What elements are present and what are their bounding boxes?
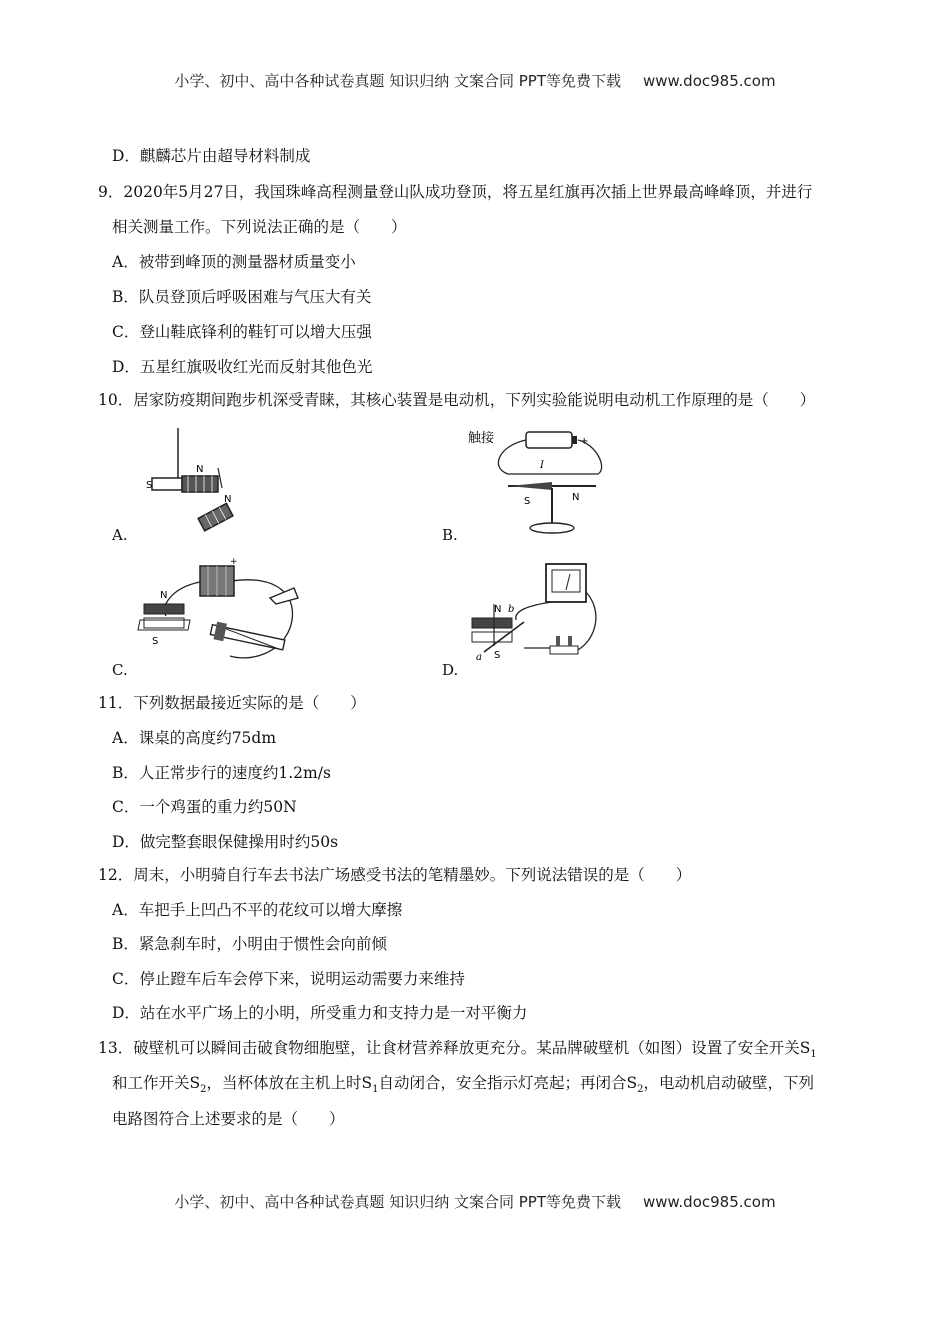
q10-label-c: C. xyxy=(112,661,128,679)
svg-text:N: N xyxy=(160,590,168,601)
svg-text:S: S xyxy=(146,480,153,491)
q11-stem: 11．下列数据最接近实际的是（ ） xyxy=(98,694,366,712)
svg-text:+: + xyxy=(580,436,589,447)
q10-figure-c xyxy=(130,558,310,668)
svg-text:N: N xyxy=(494,604,502,615)
q13-stem-line2: 和工作开关$S_2$，当杯体放在主机上时$S_1$自动闭合，安全指示灯亮起；再闭合$S_2$，电动机启动破壁，下列 xyxy=(112,1074,815,1096)
q9-option-d: D．五星红旗吸收红光而反射其他色光 xyxy=(112,358,373,376)
svg-text:N: N xyxy=(196,464,204,475)
q12-option-d: D．站在水平广场上的小明，所受重力和支持力是一对平衡力 xyxy=(112,1004,528,1022)
page-header xyxy=(0,70,950,91)
svg-text:S: S xyxy=(494,650,501,661)
q13-stem-line3: 电路图符合上述要求的是（ ） xyxy=(112,1110,345,1128)
q12-stem: 12．周末，小明骑自行车去书法广场感受书法的笔精墨妙。下列说法错误的是（ ） xyxy=(98,866,692,884)
svg-text:S: S xyxy=(524,496,531,507)
q11-option-a: A．课桌的高度约75dm xyxy=(112,729,277,747)
q10-label-b: B. xyxy=(442,526,458,544)
svg-text:b: b xyxy=(508,604,515,615)
q10-label-d: D. xyxy=(442,661,459,679)
footer-text: 小学、初中、高中各种试卷真题 知识归纳 文案合同 PPT等免费下载 xyxy=(174,1193,621,1211)
q9-stem-line1: 9．2020年5月27日，我国珠峰高程测量登山队成功登顶，将五星红旗再次插上世界最高峰峰顶，并进行 xyxy=(98,183,813,201)
q12-option-c: C．停止蹬车后车会停下来，说明运动需要力来维持 xyxy=(112,970,465,988)
footer-site: www.doc985.com xyxy=(642,1193,776,1211)
q10-figure-a xyxy=(138,426,248,536)
q11-option-b: B．人正常步行的速度约1.2m/s xyxy=(112,764,331,782)
q9-stem-line2: 相关测量工作。下列说法正确的是（ ） xyxy=(112,218,407,236)
q10-stem: 10．居家防疫期间跑步机深受青睐，其核心装置是电动机，下列实验能说明电动机工作原理的是（ ） xyxy=(98,391,816,409)
q10-figure-d xyxy=(464,562,614,672)
q12-option-b: B．紧急刹车时，小明由于惯性会向前倾 xyxy=(112,935,387,953)
svg-text:S: S xyxy=(152,636,159,647)
q13-stem-line1: 13．破壁机可以瞬间击破食物细胞壁，让食材营养释放更充分。某品牌破壁机（如图）设置了安全开关$S_1$ xyxy=(98,1039,817,1061)
header-site: www.doc985.com xyxy=(642,72,776,90)
q8-option-d: D．麒麟芯片由超导材料制成 xyxy=(112,147,311,165)
header-text: 小学、初中、高中各种试卷真题 知识归纳 文案合同 PPT等免费下载 xyxy=(174,72,621,90)
q10-label-a: A. xyxy=(112,526,128,544)
svg-text:a: a xyxy=(476,652,482,663)
q10-figure-b xyxy=(468,428,608,538)
svg-text:I: I xyxy=(540,460,544,471)
q10-figure-b-label: 触接 xyxy=(468,431,495,446)
q9-option-a: A．被带到峰顶的测量器材质量变小 xyxy=(112,253,356,271)
q12-option-a: A．车把手上凹凸不平的花纹可以增大摩擦 xyxy=(112,901,403,919)
q11-option-d: D．做完整套眼保健操用时约50s xyxy=(112,833,339,851)
q9-option-b: B．队员登顶后呼吸困难与气压大有关 xyxy=(112,288,372,306)
svg-text:N: N xyxy=(572,492,580,503)
q11-option-c: C．一个鸡蛋的重力约50N xyxy=(112,798,297,816)
page-footer xyxy=(0,1191,950,1212)
svg-text:+: + xyxy=(230,558,238,567)
svg-text:N: N xyxy=(224,494,232,505)
q9-option-c: C．登山鞋底锋利的鞋钉可以增大压强 xyxy=(112,323,372,341)
